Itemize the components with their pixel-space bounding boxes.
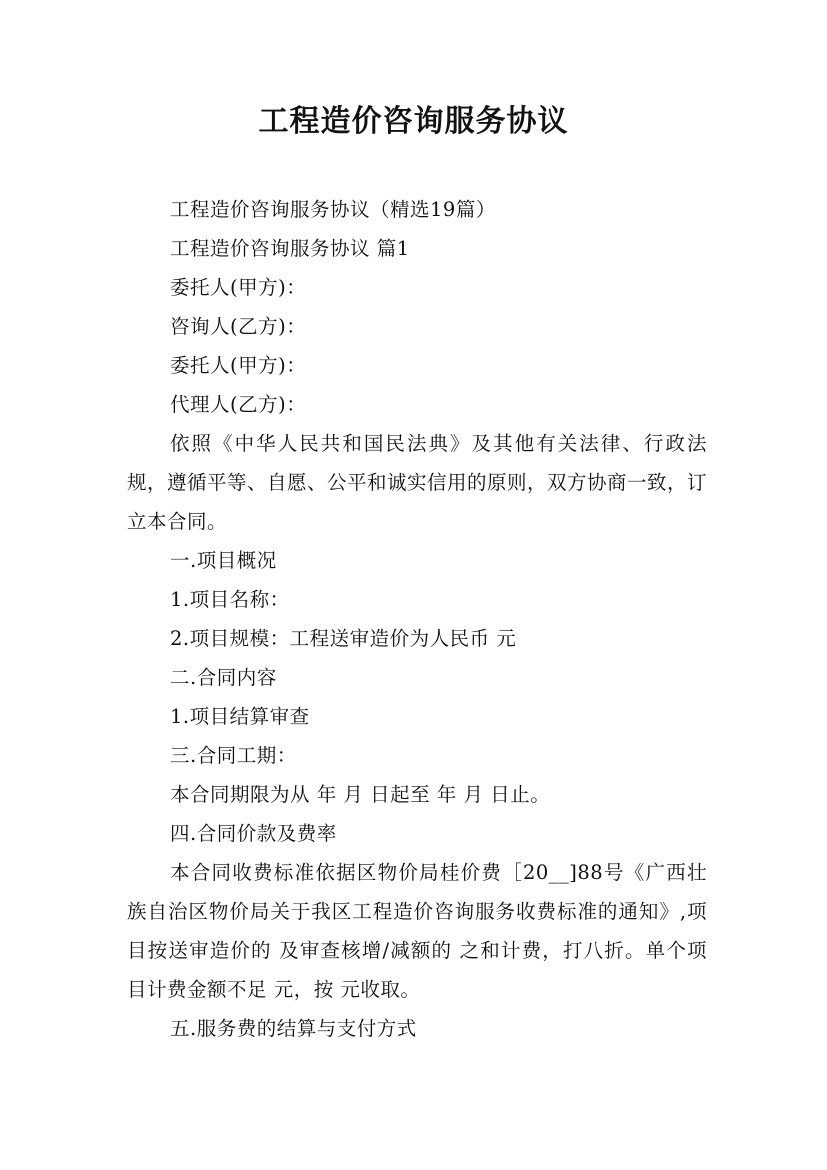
paragraph-price-heading: 四.合同价款及费率 [170, 822, 337, 845]
document-body [127, 190, 707, 1048]
paragraph-client: 委托人(甲方)： [170, 276, 307, 299]
paragraph-legal-basis: 依照《中华人民共和国民法典》及其他有关法律、行政法规，遵循平等、自愿、公平和诚实信用的原则，双方协商一致，订立本合同。 [127, 432, 708, 533]
paragraph-project-overview-heading: 一.项目概况 [170, 549, 277, 572]
paragraph-consultant: 咨询人(乙方)： [170, 315, 307, 338]
paragraph-subtitle: 工程造价咨询服务协议（精选19篇） [170, 198, 496, 221]
paragraph-project-name: 1.项目名称： [170, 588, 290, 611]
paragraph-agent: 代理人(乙方)： [170, 393, 307, 416]
paragraph-settlement-review: 1.项目结算审查 [170, 705, 310, 728]
paragraph-contract-period-heading: 三.合同工期： [170, 744, 297, 767]
document-title: 工程造价咨询服务协议 [258, 104, 569, 139]
paragraph-contract-period: 本合同期限为从 年 月 日起至 年 月 日止。 [170, 783, 551, 806]
paragraph-section-heading: 工程造价咨询服务协议 篇1 [170, 237, 410, 260]
paragraph-client-2: 委托人(甲方)： [170, 354, 307, 377]
paragraph-contract-content-heading: 二.合同内容 [170, 666, 277, 689]
paragraph-payment-heading: 五.服务费的结算与支付方式 [170, 1017, 417, 1040]
paragraph-project-scale: 2.项目规模：工程送审造价为人民币 元 [170, 627, 517, 650]
paragraph-fee-standard: 本合同收费标准依据区物价局桂价费［20__]88号《广西壮族自治区物价局关于我区工程造价咨询服务收费标准的通知》,项目按送审造价的 及审查核增/减额的 之和计费，打八折。单个项目计费金额不足 元，按 元收取。 [127, 861, 707, 1001]
